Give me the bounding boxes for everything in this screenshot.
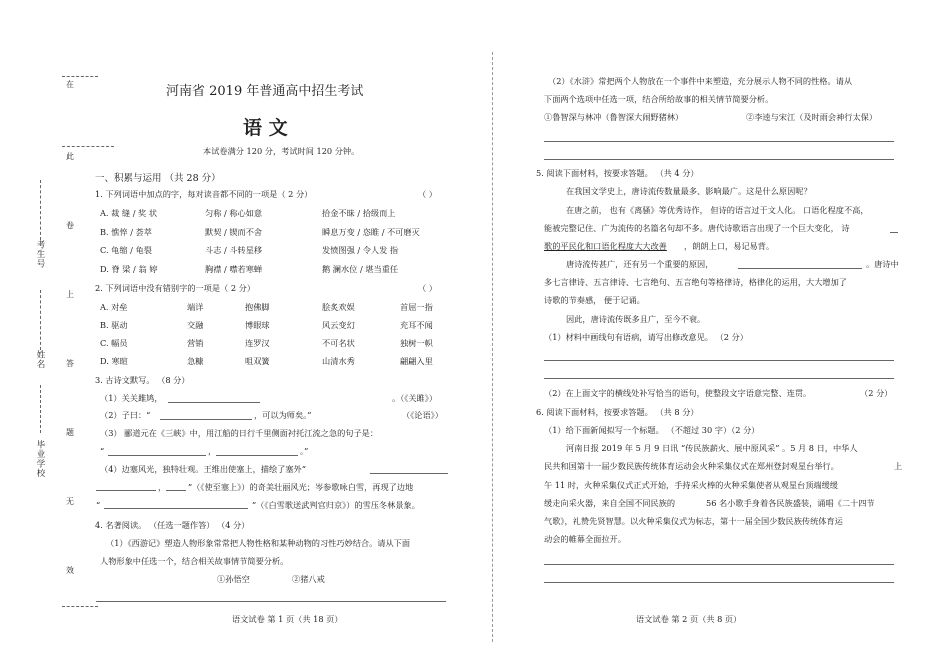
option-cell: 默契 / 锲而不舍	[205, 227, 263, 237]
option-cell: 博眼球	[245, 320, 270, 330]
news-text: 河南日报 2019 年 5 月 9 日讯 “传民族薪火、展中原风采” 。5 月 8 日，中华人	[566, 443, 858, 453]
paragraph: 。唐诗中	[866, 259, 899, 269]
option-cell: 独树一帜	[400, 338, 433, 348]
paragraph: 诗歌的节奏感， 便于记诵。	[544, 295, 645, 305]
option-cell: D. 寒暄	[100, 356, 128, 366]
poem-line: ，	[208, 446, 217, 456]
news-text: 气歌》，礼赞先贤智慧。以火种采集仪式为标志，第十一届全国少数民族传统体育运	[544, 516, 843, 526]
option-cell: 瞬息万变 / 恣睢 / 不可磨灭	[322, 227, 420, 237]
option-cell: 山清水秀	[322, 356, 355, 366]
option-text: ①鲁智深与林冲（鲁智深大闹野猪林）	[544, 112, 684, 122]
option-cell: 胸襟 / 噤若寒蝉	[205, 264, 263, 274]
option-cell: B. 驱动	[100, 320, 128, 330]
option-cell: 风云变幻	[322, 320, 355, 330]
exam-title: 河南省 2019 年普通高中招生考试	[166, 84, 364, 99]
score-label: （2 分）	[860, 388, 893, 398]
school-label: 毕业学校	[35, 440, 45, 478]
option-row: B. 憔悴 / 荟萃	[100, 227, 152, 237]
option-text: ②李逵与宋江（及时雨会神行太保）	[746, 112, 878, 122]
binding-label: 此	[66, 152, 74, 161]
binding-label: 上	[66, 290, 74, 299]
question-stem: 2. 下列词语中没有错别字的一项是（ 2 分）	[95, 283, 256, 293]
option-row: D. 脊 梁 / 翁 婷	[100, 264, 158, 274]
question-stem: 1. 下列词语中加点的字，每对读音都不同的一项是（ 2 分）	[95, 189, 313, 199]
question-stem: 4. 名著阅读。 （任选一题作答） （4 分）	[95, 520, 250, 530]
option-cell: 首屈一指	[400, 302, 433, 312]
option-text: ①孙悟空	[217, 574, 250, 584]
poem-line: （3） 郦道元在《三峡》中，用江船的日行千里侧面衬托江流之急的句子是：	[100, 428, 379, 438]
option-cell: 翩翩入里	[400, 356, 433, 366]
binding-label: 答	[66, 359, 74, 368]
option-cell: 脍炙欢娱	[322, 302, 355, 312]
section-heading: 一、积累与运用 （共 28 分）	[95, 173, 221, 184]
option-cell: 交融	[187, 320, 204, 330]
underlined-sentence: 歌的平民化和口语化程度大大改善	[544, 241, 667, 251]
answer-paren: （ ）	[418, 283, 437, 293]
paragraph: （2）《水浒》常把两个人物放在一个事件中来塑造，充分展示人物不同的性格。请从	[548, 76, 853, 86]
paragraph: 下面两个选项中任选一项，结合所给故事的相关情节简要分析。	[544, 94, 774, 104]
option-cell: 抱佛脚	[245, 302, 270, 312]
paragraph: 多七言律诗、五言律诗、七言绝句、五言绝句等格律诗，格律化的运用，大大增加了	[544, 277, 847, 287]
news-text: 上	[894, 461, 903, 471]
option-cell: 连罗汉	[245, 338, 270, 348]
news-text: 动会的帷幕全面拉开。	[544, 534, 626, 544]
binding-label: 无	[66, 497, 74, 506]
poem-line: 。”	[300, 446, 309, 456]
question-stem: 6. 阅读下面材料，按要求答题。 （共 8 分）	[536, 407, 699, 417]
option-cell: 端详	[187, 302, 204, 312]
option-row: C. 龟缩 / 龟裂	[100, 245, 152, 255]
option-cell: 咀双簧	[245, 356, 270, 366]
option-cell: 斗志 / 斗转星移	[205, 245, 263, 255]
sub-question: （1）给下面新闻拟写一个标题。 （不超过 30 字）（2 分）	[544, 425, 760, 435]
option-cell: 匀称 / 称心如意	[205, 208, 263, 218]
paragraph: 能被完整记住、广为流传的名篇名句却不多。唐代诗歌语言出现了一个巨大变化， 诗	[544, 223, 850, 233]
question-stem: 5. 阅读下面材料，按要求答题。 （共 4 分）	[536, 168, 699, 178]
paragraph: 因此，唐诗流传既多且广，至今不衰。	[566, 314, 706, 324]
option-cell: 鹅 澜水位 / 堪当重任	[322, 264, 399, 274]
paragraph: 人物形象中任选一个，结合相关故事情节简要分析。	[100, 556, 289, 566]
poem-line: “	[100, 446, 105, 456]
news-text: 缓走向采火器，来自全国不同民族的	[544, 498, 676, 508]
exam-info: 本试卷满分 120 分，考试时间 120 分钟。	[203, 146, 360, 156]
poem-source: （《论语》）	[402, 410, 443, 420]
option-cell: C. 幅员	[100, 338, 128, 348]
option-cell: 拾金不昧 / 拾级而上	[322, 208, 396, 218]
poem-line: （2）子曰：“	[100, 410, 151, 420]
poem-source: 。（《关雎》）	[392, 393, 438, 403]
subject-title: 语 文	[243, 117, 288, 139]
page-footer: 语文试卷 第 2 页（共 8 页）	[636, 614, 742, 624]
paragraph: （1）《西游记》塑造人物形象常常把人物性格和某种动物的习性巧妙结合。请从下面	[106, 538, 411, 548]
poem-line: （1）关关雎鸠，	[100, 393, 163, 403]
option-row: A. 裁 缝 / 奖 状	[100, 208, 158, 218]
page-footer: 语文试卷 第 1 页（共 18 页）	[232, 614, 343, 624]
sub-question: （2）在上面文字的横线处补写恰当的语句，使整段文字语意完整、连贯。	[544, 388, 812, 398]
paragraph: 唐诗流传甚广，还有另一个重要的原因，	[566, 259, 714, 269]
paragraph: ，朗朗上口，易记易背。	[684, 241, 775, 251]
option-cell: 营销	[187, 338, 204, 348]
answer-paren: （ ）	[418, 189, 437, 199]
poem-line: ”（《使至塞上》）的奇美壮丽风光；岑参歌咏白雪，再现了边地	[188, 482, 414, 492]
paragraph: 在我国文学史上，唐诗流传数量最多、影响最广。这是什么原因呢？	[566, 186, 812, 196]
name-label: 姓名	[35, 350, 45, 369]
binding-label: 在	[66, 80, 74, 89]
option-cell: 不可名状	[322, 338, 355, 348]
sub-question: （1）材料中画线句有语病，请写出修改意见。 （2 分）	[544, 332, 748, 342]
option-cell: 急糠	[187, 356, 204, 366]
poem-line: ，	[158, 482, 167, 492]
option-cell: 充耳不闻	[400, 320, 433, 330]
binding-label: 题	[66, 428, 74, 437]
exam-number-label: 考生号	[35, 240, 45, 269]
option-cell: A. 对垒	[100, 302, 128, 312]
option-text: ②猪八戒	[292, 574, 325, 584]
news-text: 56 名小歌手身着各民族盛装，诵唱《二十四节	[706, 498, 875, 508]
poem-line: （4）边塞风光，独特壮观。王维出使塞上，描绘了塞外“	[100, 464, 306, 474]
question-stem: 3. 古诗文默写。 （8 分）	[95, 375, 190, 385]
news-text: 民共和国第十一届少数民族传统体育运动会火种采集仪式在郑州登封观星台举行。	[544, 461, 839, 471]
option-cell: 发愤图强 / 令人发 指	[322, 245, 399, 255]
paragraph: 在唐之前， 也有《离骚》等优秀诗作， 但诗的语言过于文人化。 口语化程度不高，	[566, 205, 869, 215]
news-text: 午 11 时，火种采集仪式正式开始，手持采火棒的火种采集使者从观星台顶端缓缓	[544, 480, 838, 490]
poem-line: ”（《白雪歌送武判官归京》）的雪压冬林景象。	[252, 500, 420, 510]
binding-label: 效	[66, 566, 74, 575]
poem-line: “	[96, 500, 101, 510]
binding-label: 卷	[66, 221, 74, 230]
poem-line: ，可以为师矣。”	[254, 410, 312, 420]
